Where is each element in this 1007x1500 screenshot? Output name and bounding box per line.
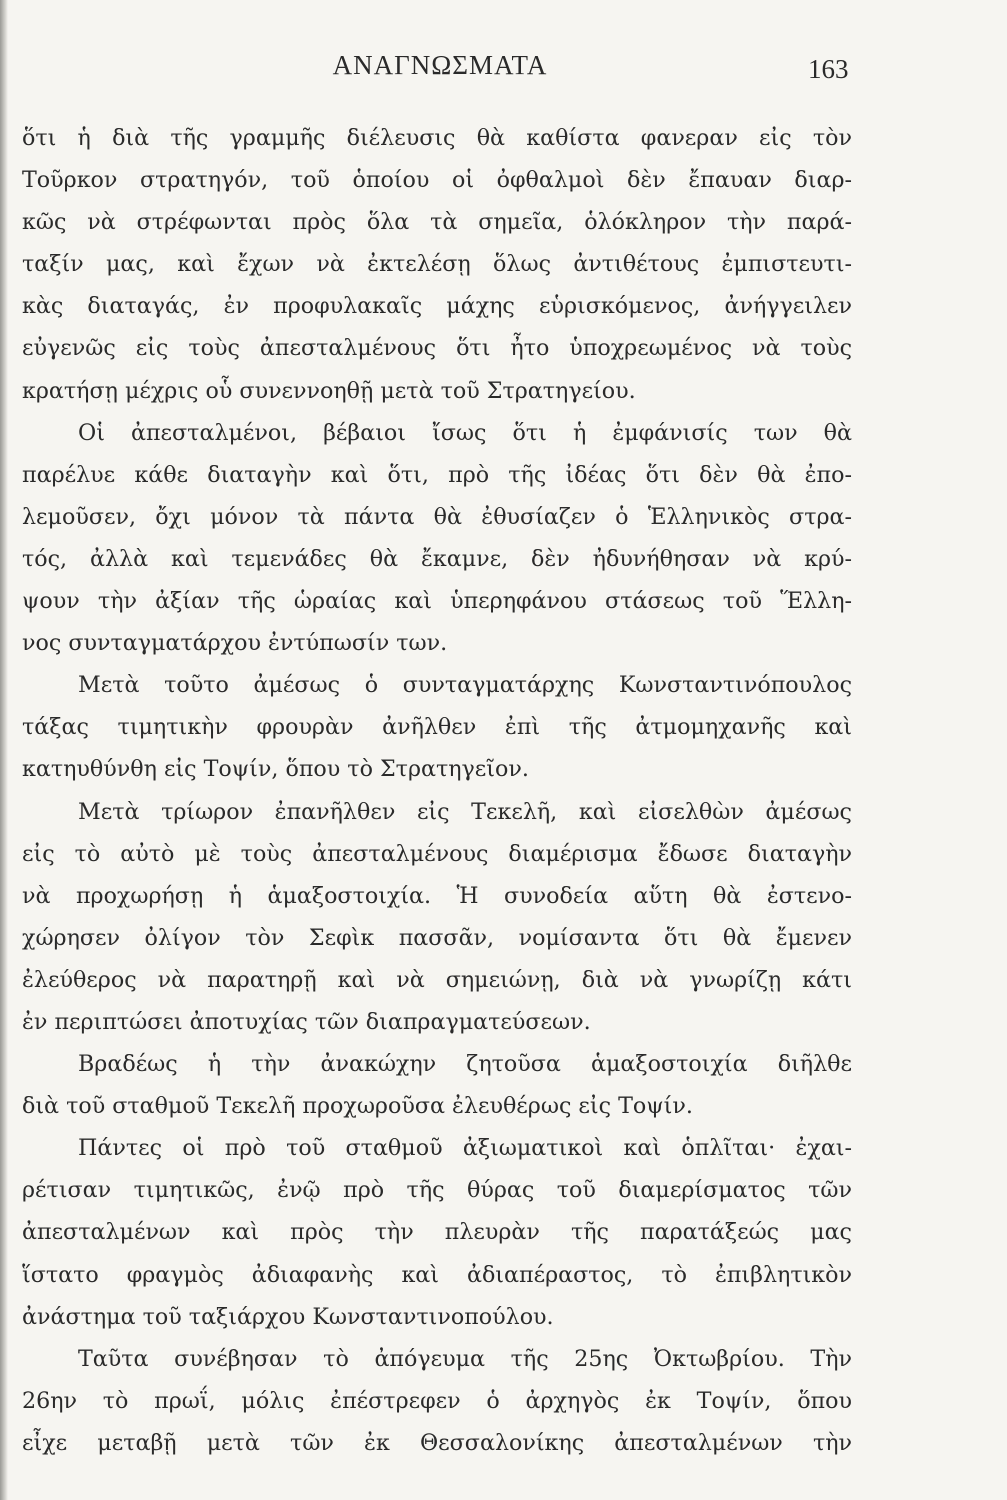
text-line: κρατήσῃ μέχρις οὗ συνεννοηθῇ μετὰ τοῦ Στρατηγείου. xyxy=(22,377,636,404)
running-title: ΑΝΑΓΝΩΣΜΑΤΑ xyxy=(332,50,548,80)
text-line: κατηυθύνθη εἰς Τοψίν, ὅπου τὸ Στρατηγεῖον. xyxy=(22,756,529,783)
page-number: 163 xyxy=(808,54,849,84)
text-line: ψουν τὴν ἀξίαν τῆς ὡραίας καὶ ὑπερηφάνου στάσεως τοῦ Ἕλλη- xyxy=(22,588,852,615)
text-line: κῶς νὰ στρέφωνται πρὸς ὅλα τὰ σημεῖα, ὁλόκληρον τὴν παρά- xyxy=(22,209,852,236)
text-line: τός, ἀλλὰ καὶ τεμενάδες θὰ ἔκαμνε, δὲν ἠδυνήθησαν νὰ κρύ- xyxy=(22,545,852,572)
text-line: ταξίν μας, καὶ ἔχων νὰ ἐκτελέσῃ ὅλως ἀντιθέτους ἐμπιστευτι- xyxy=(22,251,852,278)
text-line: νος συνταγματάρχου ἐντύπωσίν των. xyxy=(22,630,448,657)
text-line: Τοῦρκον στρατηγόν, τοῦ ὁποίου οἱ ὀφθαλμοὶ δὲν ἔπαυαν διαρ- xyxy=(22,167,852,194)
text-line: Πάντες οἱ πρὸ τοῦ σταθμοῦ ἀξιωματικοὶ καὶ ὁπλῖται· ἐχαι- xyxy=(78,1135,852,1162)
text-line: εἰς τὸ αὐτὸ μὲ τοὺς ἀπεσταλμένους διαμέρισμα ἔδωσε διαταγὴν xyxy=(22,840,852,867)
text-line: 26ην τὸ πρωΐ, μόλις ἐπέστρεφεν ὁ ἀρχηγὸς ἐκ Τοψίν, ὅπου xyxy=(22,1387,852,1414)
text-line: τάξας τιμητικὴν φρουρὰν ἀνῆλθεν ἐπὶ τῆς ἀτμομηχανῆς καὶ xyxy=(22,714,852,741)
text-line: Μετὰ τρίωρον ἐπανῆλθεν εἰς Τεκελῆ, καὶ εἰσελθὼν ἀμέσως xyxy=(78,798,852,825)
text-line: διὰ τοῦ σταθμοῦ Τεκελῆ προχωροῦσα ἐλευθέρως εἰς Τοψίν. xyxy=(22,1093,693,1120)
text-line: ἐν περιπτώσει ἀποτυχίας τῶν διαπραγματεύσεων. xyxy=(22,1008,591,1035)
text-line: παρέλυε κάθε διαταγὴν καὶ ὅτι, πρὸ τῆς ἰδέας ὅτι δὲν θὰ ἐπο- xyxy=(22,461,852,488)
text-line: εἶχε μεταβῇ μετὰ τῶν ἐκ Θεσσαλονίκης ἀπεσταλμένων τὴν xyxy=(22,1429,852,1456)
text-line: λεμοῦσεν, ὄχι μόνον τὰ πάντα θὰ ἐθυσίαζεν ὁ Ἑλληνικὸς στρα- xyxy=(22,503,852,530)
text-line: Βραδέως ἡ τὴν ἀνακώχην ζητοῦσα ἁμαξοστοιχία διῆλθε xyxy=(78,1051,852,1078)
text-line: Ταῦτα συνέβησαν τὸ ἀπόγευμα τῆς 25ης Ὀκτωβρίου. Τὴν xyxy=(78,1345,852,1372)
text-line: κὰς διαταγάς, ἐν προφυλακαῖς μάχης εὑρισκόμενος, ἀνήγγειλεν xyxy=(22,293,852,320)
running-head xyxy=(0,50,1007,90)
text-line: ἵστατο φραγμὸς ἀδιαφανὴς καὶ ἀδιαπέραστος, τὸ ἐπιβλητικὸν xyxy=(22,1261,852,1288)
text-line: ἀπεσταλμένων καὶ πρὸς τὴν πλευρὰν τῆς παρατάξεώς μας xyxy=(22,1219,852,1246)
text-line: εὐγενῶς εἰς τοὺς ἀπεσταλμένους ὅτι ἦτο ὑποχρεωμένος νὰ τοὺς xyxy=(22,335,852,362)
text-line: Οἱ ἀπεσταλμένοι, βέβαιοι ἴσως ὅτι ἡ ἐμφάνισίς των θὰ xyxy=(78,419,852,446)
text-line: χώρησεν ὀλίγον τὸν Σεφὶκ πασσᾶν, νομίσαντα ὅτι θὰ ἔμενεν xyxy=(22,924,852,951)
body-text xyxy=(22,117,852,1464)
text-line: Μετὰ τοῦτο ἀμέσως ὁ συνταγματάρχης Κωνσταντινόπουλος xyxy=(78,672,852,699)
book-spine-shadow xyxy=(0,0,8,1500)
text-line: ἐλεύθερος νὰ παρατηρῇ καὶ νὰ σημειώνῃ, διὰ νὰ γνωρίζῃ κάτι xyxy=(22,966,852,993)
text-line: ἀνάστημα τοῦ ταξιάρχου Κωνσταντινοπούλου. xyxy=(22,1303,554,1330)
text-line: νὰ προχωρήσῃ ἡ ἁμαξοστοιχία. Ἡ συνοδεία αὕτη θὰ ἐστενο- xyxy=(22,882,852,909)
text-line: ρέτισαν τιμητικῶς, ἐνῷ πρὸ τῆς θύρας τοῦ διαμερίσματος τῶν xyxy=(22,1177,852,1204)
text-line: ὅτι ἡ διὰ τῆς γραμμῆς διέλευσις θὰ καθίστα φανεραν εἰς τὸν xyxy=(22,125,852,151)
